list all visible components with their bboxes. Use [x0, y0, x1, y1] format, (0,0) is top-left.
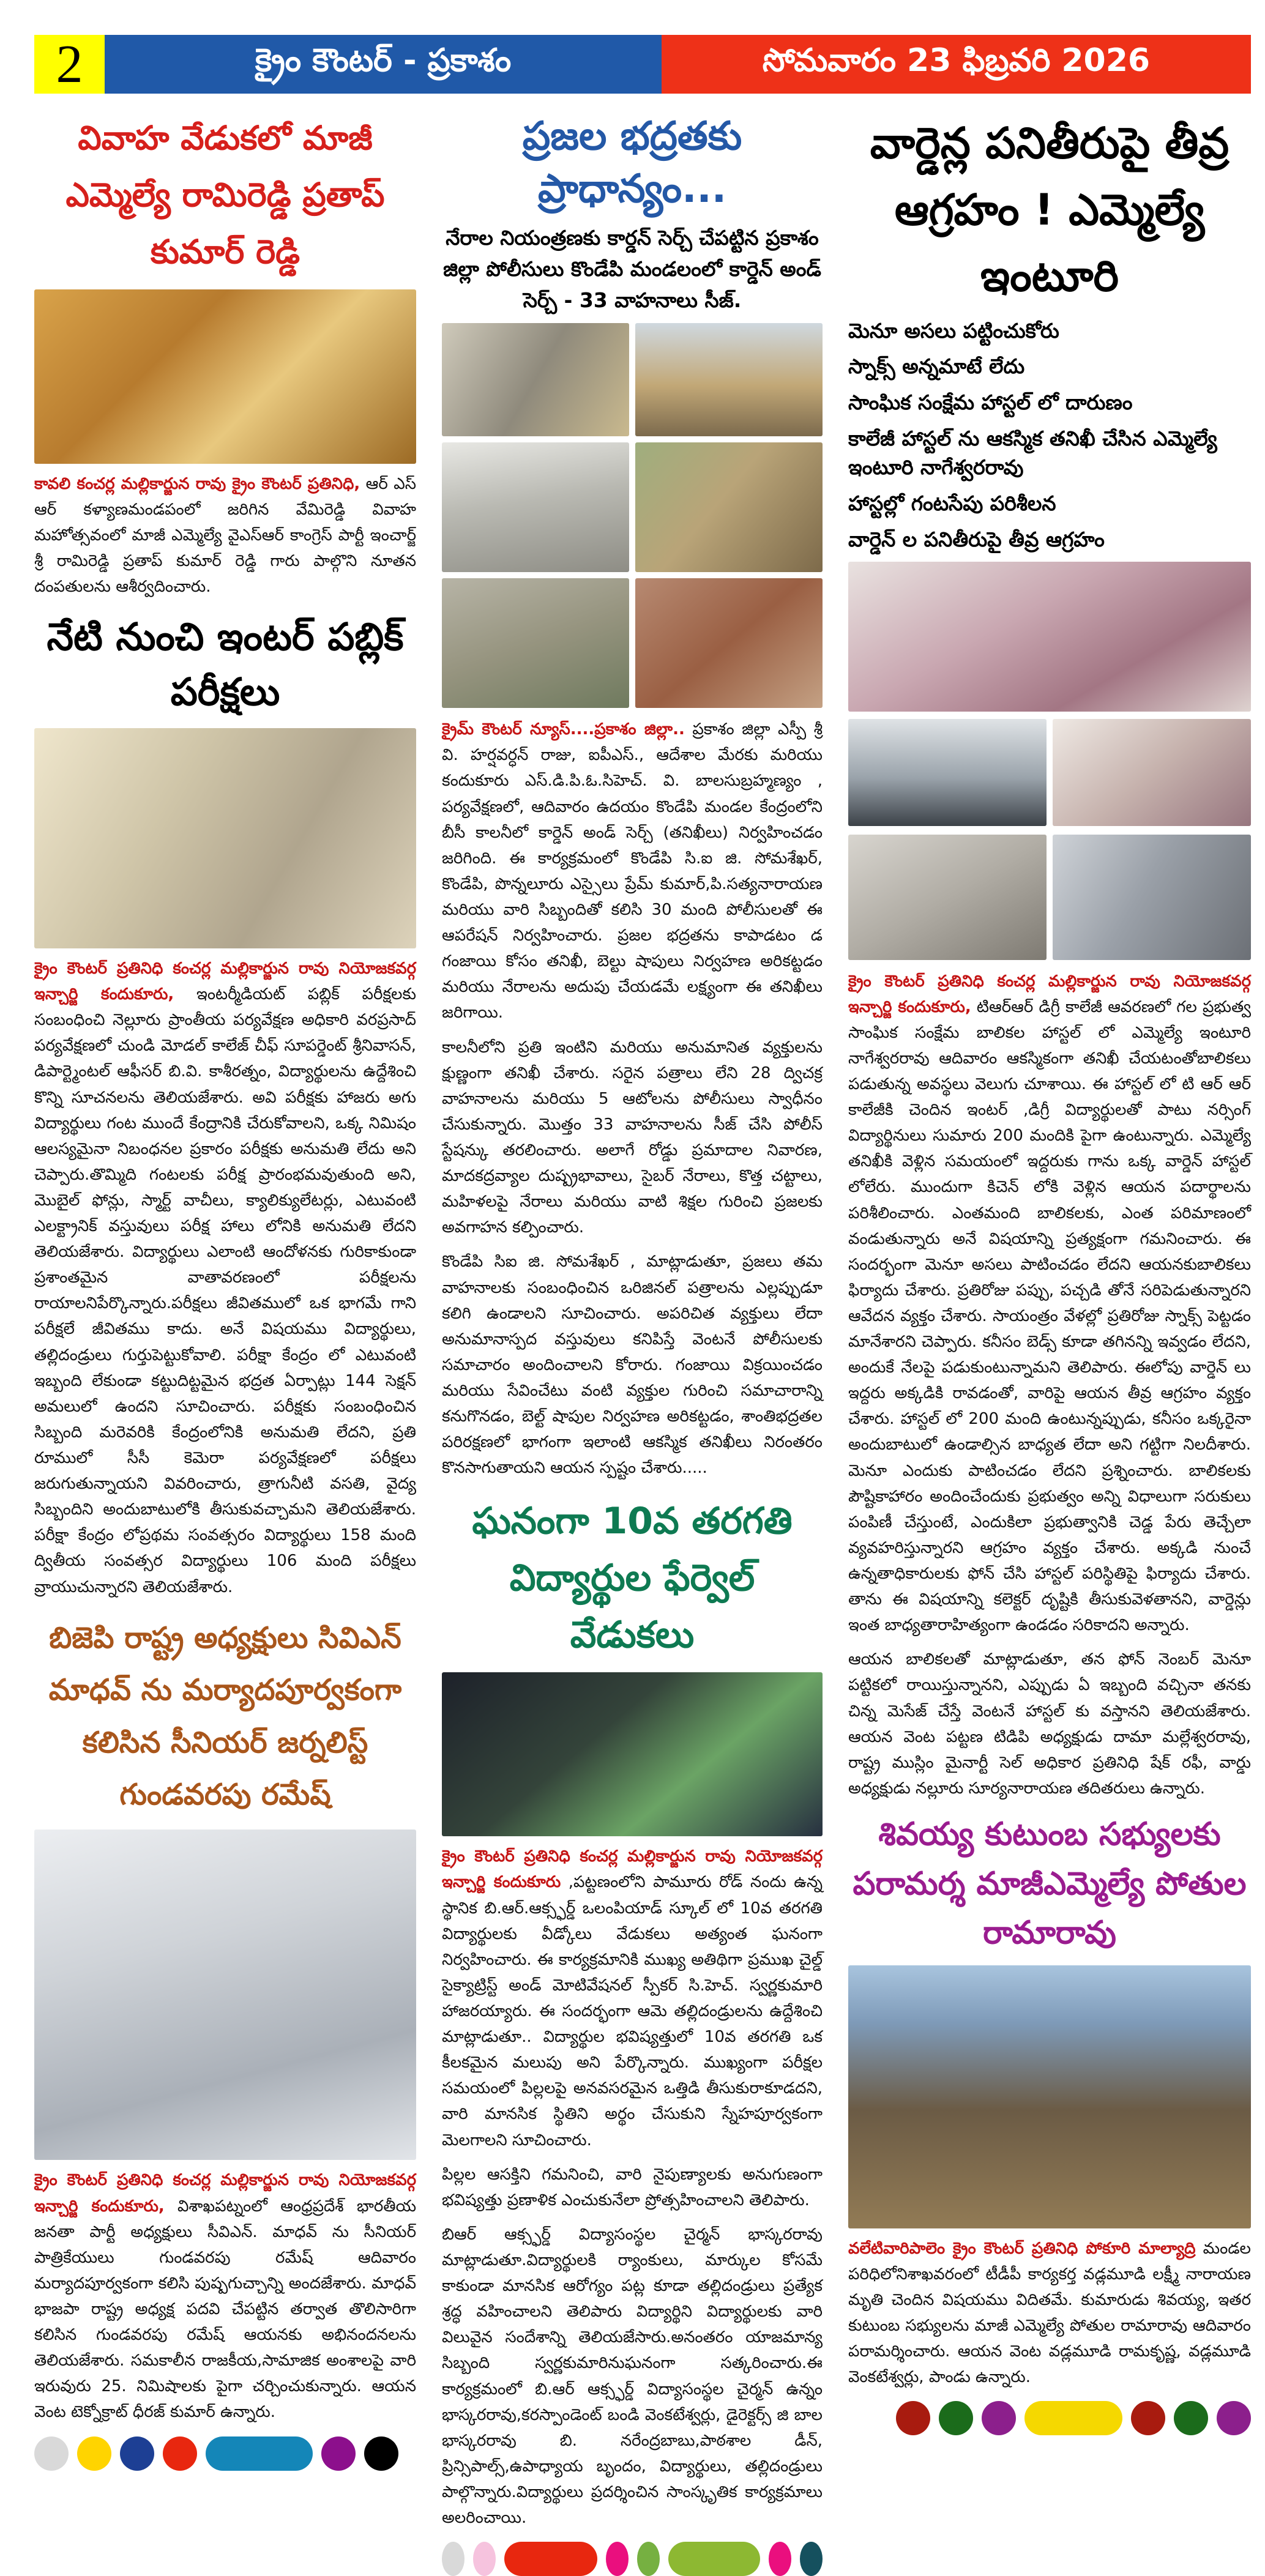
- decorative-pill: [504, 2542, 597, 2576]
- column-2: [442, 110, 823, 2576]
- photo-mla-kitchen-review: [1053, 835, 1251, 960]
- dateline: కావలి కంచర్ల మల్లికార్జున రావు క్రైం కౌంటర్ ప్రతినిధి,: [34, 474, 360, 493]
- headline-condolence-visit: శివయ్య కుటుంబ సభ్యులకు పరామర్శ మాజీఎమ్మెల్యే పోతుల రామారావు: [853, 1816, 1247, 1952]
- photo-colony-street-search: [442, 442, 629, 572]
- decorative-dot: [364, 2436, 398, 2471]
- article-bjp-meet-body: [34, 2167, 416, 2425]
- decorative-dot: [77, 2436, 111, 2471]
- decorative-dot: [606, 2542, 629, 2576]
- decorative-dot: [1131, 2401, 1165, 2435]
- masthead-title: క్రైం కౌంటర్ - ప్రకాశం: [105, 35, 662, 94]
- decorative-dot: [896, 2401, 930, 2435]
- photo-police-lineup-vehicles: [635, 323, 823, 436]
- headline-farewell: ఘనంగా 10వ తరగతి విద్యార్థుల ఫేర్వెల్ వేడుకలు: [472, 1500, 793, 1657]
- photo-mla-addressing-girls: [848, 835, 1047, 960]
- dateline: క్రైం కౌంటర్ ప్రతినిధి కంచర్ల మల్లికార్జున రావు నియోజకవర్గ ఇన్చార్జి కందుకూరు,: [848, 972, 1251, 1016]
- article-wedding-body: [34, 471, 416, 600]
- decorative-shapes-row: [848, 2401, 1251, 2435]
- decorative-shapes-row: [34, 2436, 416, 2471]
- decorative-dot: [442, 2542, 465, 2576]
- article-inter-exams-body: [34, 956, 416, 1600]
- photo-row-hostel: [848, 719, 1251, 826]
- decorative-dot: [34, 2436, 69, 2471]
- decorative-dot: [982, 2401, 1016, 2435]
- article-text: ప్రకాశం జిల్లా ఎస్పీ శ్రీ వి. హర్షవర్ధన్ రాజు, ఐపీఎస్., ఆదేశాల మేరకు మరియు కందుకూరు ఎస్.డి.పి.ఓ.సిహెచ్. వి. బాలసుబ్రహ్మణ్యం , పర్యవేక్షణలో, ఆదివారం ఉదయం కొండేపి మండల కేంద్రంలోని బీసీ కాలనీలో కార్డెన్ అండ్ సెర్చ్ (తనిఖీలు) నిర్వహించడం జరిగింది. ఈ కార్యక్రమంలో కొండేపి సి.ఐ జి. సోమశేఖర్, కొండేపి, పొన్నలూరు ఎస్సైలు ప్రేమ్ కుమార్,పి.సత్యనారాయణ మరియు వారి సిబ్బందితో కలిసి 30 మంది పోలీసులతో ఈ ఆపరేషన్ నిర్వహించారు. ప్రజల భద్రతను కాపాడటం డ గంజాయి కోసం తనిఖీ, బెల్టు షాపులు నిర్వహణ అరికట్టడం మరియు నేరాలను అదుపు చేయడమే లక్ష్యంగా ఈ తనిఖీలు జరిగాయి.: [442, 720, 823, 1022]
- article-text: ,పట్టణంలోని పామూరు రోడ్ నందు ఉన్న స్థానిక బి.ఆర్.ఆక్స్ఫర్డ్ ఒలంపియాడ్ స్కూల్ లో 10వ తరగతి విద్యార్థులకు వీడ్కోలు వేడుకలు అత్యంత ఘనంగా నిర్వహించారు. ఈ కార్యక్రమానికి ముఖ్య అతిథిగా ప్రముఖ చైల్డ్ సైక్యాట్రిస్ట్ అండ్ మోటివేషనల్ స్పీకర్ సి.హెచ్. స్వర్ణకుమారి హాజరయ్యారు. ఈ సందర్భంగా ఆమె తల్లిదండ్రులను ఉద్దేశించి మాట్లాడుతూ.. విద్యార్థుల భవిష్యత్తులో 10వ తరగతి ఒక కీలకమైన మలుపు అని పేర్కొన్నారు. ముఖ్యంగా పరీక్షల సమయంలో పిల్లలపై అనవసరమైన ఒత్తిడి తీసుకురాకూడదని, వారి మానసిక స్థితిని అర్థం చేసుకుని స్నేహపూర్వకంగా మెలగాలని సూచించారు.: [442, 1873, 823, 2150]
- bullet-item: స్నాక్స్ అన్నమాటే లేదు: [848, 354, 1025, 379]
- dateline: క్రైం కౌంటర్ ప్రతినిధి కంచర్ల మల్లికార్జున రావు నియోజకవర్గ ఇన్చార్జి కందుకూరు,: [34, 959, 416, 1004]
- article-text: ఆర్ ఎస్ ఆర్ కళ్యాణమండపంలో జరిగిన వేమిరెడ్డి వివాహ మహోత్సవంలో మాజీ ఎమ్మెల్యే వైఎస్ఆర్ కాంగ్రెస్ పార్టీ ఇంచార్జ్ శ్రీ రామిరెడ్డి ప్రతాప్ కుమార్ రెడ్డి గారు పాల్గొని నూతన దంపతులను ఆశీర్వదించారు.: [34, 474, 417, 597]
- decorative-dot: [800, 2542, 823, 2576]
- page-header: [34, 35, 1251, 94]
- decorative-dot: [163, 2436, 197, 2471]
- dateline: వలేటివారిపాలెం క్రైం కౌంటర్ ప్రతినిధి పోకూరి మాల్యాద్రి: [848, 2239, 1196, 2258]
- decorative-pill: [668, 2542, 760, 2576]
- photo-journalist-greeting-bjp-president: [34, 1830, 416, 2160]
- article-warden-p1: [848, 969, 1251, 1639]
- page-columns: [34, 110, 1251, 2576]
- article-text: ఇంటర్మీడియట్ పబ్లిక్ పరీక్షలకు సంబంధించి నెల్లూరు ప్రాంతీయ పర్యవేక్షణ అధికారి వరప్రసాద్ పర్యవేక్షణలో చుండి మోడల్ కాలేజ్ చీఫ్ సూపర్డెంట్ శ్రీనివాసన్, డిపార్ట్మెంటల్ ఆఫీసర్ బి.వి. కాశీరత్నం, విద్యార్థులను ఉద్దేశించి కొన్ని సూచనలను తెలియజేశారు. అవి పరీక్షకు హాజరు అగు విద్యార్థులు గంట ముందే కేంద్రానికి చేరుకోవాలని, ఒక్క నిమిషం ఆలస్యమైనా నిబంధనల ప్రకారం పరీక్షకు అనుమతి లేదు అని చెప్పారు.తొమ్మిది గంటలకు పరీక్ష ప్రారంభమవుతుంది అని, మొబైల్ ఫోన్లు, స్మార్ట్ వాచీలు, క్యాలిక్యులేటర్లు, ఎటువంటి ఎలక్ట్రానిక్ వస్తువులు పరీక్ష హాలు లోనికి అనుమతి లేదని తెలియజేశారు. విద్యార్థులు ఎలాంటి ఆందోళనకు గురికాకుండా ప్రశాంతమైన వాతావరణంలో పరీక్షలను రాయాలనిపేర్కొన్నారు.పరీక్షలు జీవితములో ఒక భాగమే గాని పరీక్షలే జీవితము కాదు. అనే విషయము విద్యార్థులు, తల్లిదండ్రులు గుర్తుపెట్టుకోవాలి. పరీక్షా కేంద్రం లో ఎటువంటి ఇబ్బంది లేకుండా కట్టుదిట్టమైన భద్రత ఏర్పాట్లు 144 సెక్షన్ అమలులో ఉందని సూచించారు. పరీక్షకు సంబంధించిన సిబ్బంది మరెవరికి కేంద్రంలోనికి అనుమతి లేదని, ప్రతి రూములో సీసీ కెమెరా పర్యవేక్షణలో పరీక్షలు జరుగుతున్నాయని వివరించారు, త్రాగునీటి వసతి, వైద్య సిబ్బందిని అందుబాటులోకి తీసుకువచ్చామని తెలియజేశారు. పరీక్షా కేంద్రం లోప్రథమ సంవత్సరం విద్యార్థులు 158 మంది ద్వితీయ సంవత్సర విద్యార్థులు 106 మంది పరీక్షలు వ్రాయుచున్నారని తెలియజేశారు.: [34, 985, 417, 1596]
- article-farewell-p2: పిల్లల ఆసక్తిని గమనించి, వారి నైపుణ్యాలకు అనుగుణంగా భవిష్యత్తు ప్రణాళిక ఎంచుకునేలా ప్రోత్సహించాలని తెలిపారు.: [442, 2165, 823, 2209]
- headline-warden-anger: వార్డెన్ల పనితీరుపై తీవ్ర ఆగ్రహం ! ఎమ్మెల్యే ఇంటూరి: [870, 118, 1230, 301]
- photo-row-hostel-2: [848, 835, 1251, 960]
- article-cordon-search-p3: కొండేపి సిఐ జి. సోమశేఖర్ , మాట్లాడుతూ, ప్రజలు తమ వాహనాలకు సంబంధించిన ఒరిజినల్ పత్రాలను ఎల్లప్పుడూ కలిగి ఉండాలని సూచించారు. అపరిచిత వ్యక్తులు లేదా అనుమానాస్పద వస్తువులు కనిపిస్తే వెంటనే పోలీసులకు సమాచారం అందించాలని కోరారు. గంజాయి విక్రయించడం మరియు సేవించేటు వంటి వ్యక్తుల గురించి సమాచారాన్ని కనుగొనడం, బెల్ట్ షాపుల నిర్వహణ అరికట్టడం, శాంతిభద్రతల పరిరక్షణలో భాగంగా ఇలాంటి ఆకస్మిక తనిఖీలు నిరంతరం కొనసాగుతాయని ఆయన స్పష్టం చేశారు.....: [442, 1253, 823, 1478]
- photo-mla-talking-students: [1053, 719, 1251, 826]
- article-warden-p2: ఆయన బాలికలతో మాట్లాడుతూ, తన ఫోన్ నెంబర్ మెనూ పట్టికలో రాయిస్తున్నానని, ఎప్పుడు ఏ ఇబ్బంది వచ్చినా తనకు చిన్న మెసేజ్ చేస్తే వెంటనే హాస్టల్ కు వస్తానని తెలియజేశారు. ఆయన వెంట పట్టణ టిడిపి అధ్యక్షుడు దామా మల్లేశ్వరరావు, రాష్ట్ర ముస్లిం మైనార్టీ సెల్ అధికార ప్రతినిధి షేక్ రఫీ, వార్డు అధ్యక్షుడు నల్లూరు సూర్యనారాయణ తదితరులు ఉన్నారు.: [848, 1650, 1251, 1798]
- bullet-item: మెనూ అసలు పట్టించుకోరు: [848, 318, 1059, 343]
- headline-bullet-points: [848, 317, 1251, 554]
- photo-mla-hostel-inspection-girls: [848, 562, 1251, 712]
- decorative-dot: [939, 2401, 973, 2435]
- photo-farewell-function: [442, 1672, 823, 1836]
- bullet-item: సాంఘిక సంక్షేమ హాస్టల్ లో దారుణం: [848, 390, 1133, 415]
- article-farewell-p3: బిఆర్ ఆక్స్ఫర్డ్ విద్యాసంస్థల చైర్మన్ భాస్కరరావు మాట్లాడుతూ.విద్యార్థులకి ర్యాంకులు, మార్కుల కోసమే కాకుండా మానసిక ఆరోగ్యం పట్ల కూడా తల్లిదండ్రులు ప్రత్యేక శ్రద్ధ వహించాలని తెలిపారు విద్యార్థిని విద్యార్థులకు వారి విలువైన సందేశాన్ని తెలియజేసారు.అనంతరం యాజమాన్య సిబ్బంది స్వర్ణకుమారినుఘనంగా సత్కరించారు.ఈ కార్యక్రమంలో బి.ఆర్ ఆక్స్ఫర్డ్ విద్యాసంస్థల చైర్మన్ ఉన్నం భాస్కరరావు,కరస్పాండెంట్ బండి వెంకటేశ్వర్లు, డైరెక్టర్స్ జి బాల భాస్కరరావు బి. నరేంద్రబాబు,పాఠశాల డీన్, ప్రిన్సిపాల్స్,ఉపాధ్యాయ బృందం, విద్యార్థులు, తల్లిదండ్రులు పాల్గొన్నారు.విద్యార్థులు ప్రదర్శించిన సాంస్కృతిక కార్యక్రమాలు అలరించాయి.: [442, 2225, 823, 2528]
- article-text: మండల పరిధిలోనిశాఖవరంలో టీడీపీ కార్యకర్త వడ్లమూడి లక్ష్మీ నారాయణ మృతి చెందిన విషయము విదితమే. కుమారుడు శివయ్య, ఇతర కుటుంబ సభ్యులను మాజీ ఎమ్మెల్యే పోతుల రామారావు ఆదివారం పరామర్శించారు. ఆయన వెంట వడ్లమూడి రామకృష్ణ, వడ్లమూడి వెంకటేశ్వర్లు, పాండు ఉన్నారు.: [848, 2239, 1251, 2387]
- column-1: [34, 110, 416, 2576]
- edition-date: సోమవారం 23 ఫిబ్రవరి 2026: [662, 35, 1251, 94]
- photo-hostel-corridor: [848, 719, 1047, 826]
- article-condolence-body: [848, 2236, 1251, 2391]
- photo-officers-brick-pile: [635, 578, 823, 708]
- photo-wedding-ceremony: [34, 289, 416, 464]
- column-3: [848, 110, 1251, 2576]
- dateline: క్రైం కౌంటర్ ప్రతినిధి కంచర్ల మల్లికార్జున రావు నియోజకవర్గ ఇన్చార్జి కందుకూరు: [442, 1847, 823, 1892]
- headline-inter-exams: నేటి నుంచి ఇంటర్ పబ్లిక్ పరీక్షలు: [47, 614, 404, 715]
- article-text: టిఆర్ఆర్ డిగ్రీ కాలేజీ ఆవరణలో గల ప్రభుత్వ సాంఘిక సంక్షేమ బాలికల హాస్టల్ లో ఎమ్మెల్యే ఇంటూరి నాగేశ్వరరావు ఆదివారం ఆకస్మికంగా తనిఖీ చేయటంతోబాలికలు పడుతున్న అవస్థలు వెలుగు చూశాయి. ఈ హాస్టల్ లో టి ఆర్ ఆర్ కాలేజీకి చెందిన ఇంటర్ ,డిగ్రీ విద్యార్థులతో పాటు నర్సింగ్ విద్యార్థినులు సుమారు 200 మందికి పైగా ఉంటున్నారు. ఎమ్మెల్యే తనిఖీకి వెళ్లిన సమయంలో ఇద్దరుకు గాను ఒక్క వార్డెన్ హాస్టల్ లోలేరు. ముందుగా కిచెన్ లోకి వెళ్లిన ఆయన పదార్థాలను పరిశీలించారు. ఎంతమంది బాలికలకు, ఎంత పరిమాణంలో వండుతున్నారు అనే విషయాన్ని ప్రత్యక్షంగా గమనించారు. ఈ సందర్భంగా మెనూ అసలు పాటించడం లేదని ఆయనకుబాలికలు ఫిర్యాదు చేశారు. ప్రతిరోజు పప్పు, పచ్చడి తోనే సరిపెడుతున్నారని ఆవేదన వ్యక్తం చేశారు. సాయంత్రం వేళల్లో ప్రతిరోజు స్నాక్స్ పెట్టడం మానేశారని చెప్పారు. కనీసం బెడ్స్ కూడా తగినన్ని ఇవ్వడం లేదని, అందుకే నేలపై పడుకుంటున్నామని తెలిపారు. ఈలోపు వార్డెన్ లు ఇద్దరు అక్కడికి రావడంతో, వారిపై ఆయన తీవ్ర ఆగ్రహం వ్యక్తం చేశారు. హాస్టల్ లో 200 మంది ఉంటున్నప్పుడు, కనీసం ఒక్కరైనా అందుబాటులో ఉండాల్సిన బాధ్యత లేదా అని గట్టిగా నిలదీశారు. మెనూ ఎందుకు పాటించడం లేదని ప్రశ్నించారు. బాలికలకు పౌష్టికాహారం అందించేందుకు ప్రభుత్వం అన్ని విధాలుగా సరుకులు పంపిణీ చేస్తుంటే, ఎందుకిలా ప్రభుత్వానికి చెడ్డ పేరు తెచ్చేలా వ్యవహరిస్తున్నారని ఆగ్రహం వ్యక్తం చేశారు. అక్కడి నుంచే ఉన్నతాధికారులకు ఫోన్ చేసి హాస్టల్ పరిస్థితిపై ఫిర్యాదు చేశారు. తాను ఈ విషయాన్ని కలెక్టర్ దృష్టికి తీసుకువెళతానని, వార్డెన్లు ఇంత బాధ్యతారాహిత్యంగా ఉండడం సరికాదని అన్నారు.: [848, 997, 1251, 1635]
- dateline: క్రైం కౌంటర్ ప్రతినిధి కంచర్ల మల్లికార్జున రావు నియోజకవర్గ ఇన్చార్జి కందుకూరు,: [34, 2171, 416, 2216]
- page-number: 2: [34, 35, 105, 94]
- article-cordon-search-p2: కాలనీలోని ప్రతి ఇంటిని మరియు అనుమానిత వ్యక్తులను క్షుణ్ణంగా తనిఖీ చేశారు. సరైన పత్రాలు లేని 28 ద్విచక్ర వాహనాలను మరియు 5 ఆటోలను పోలీసులు స్వాధీనం చేసుకున్నారు. మొత్తం 33 వాహనాలను సీజ్ చేసి పోలీస్ స్టేషన్కు తరలించారు. అలాగే రోడ్డు ప్రమాదాల నివారణ, మాదకద్రవ్యాల దుష్ప్రభావాలు, సైబర్ నేరాలు, కొత్త చట్టాలు, మహిళలపై నేరాలు మరియు వాటి శిక్షల గురించి ప్రజలకు అవగాహన కల్పించారు.: [442, 1038, 823, 1237]
- headline-wedding: వివాహ వేడుకలో మాజీ ఎమ్మెల్యే రామిరెడ్డి ప్రతాప్ కుమార్ రెడ్డి: [65, 119, 385, 271]
- photo-officers-vacant-lot: [442, 578, 629, 708]
- decorative-dot: [473, 2542, 496, 2576]
- decorative-shapes-row: [442, 2542, 823, 2576]
- photo-condolence-gathering: [848, 1965, 1251, 2228]
- article-farewell-p1: [442, 1844, 823, 2153]
- photo-grid-cordon-search: [442, 323, 823, 708]
- photo-police-checking-motorbike: [442, 323, 629, 436]
- article-cordon-search-p1: [442, 717, 823, 1026]
- decorative-dot: [637, 2542, 660, 2576]
- bullet-item: హాస్టల్లో గంటసేపు పరిశీలన: [848, 491, 1056, 515]
- decorative-dot: [120, 2436, 154, 2471]
- article-text: విశాఖపట్నంలో ఆంధ్రప్రదేశ్ భారతీయ జనతా పార్టీ అధ్యక్షులు సీవిఎన్. మాధవ్ ను సీనియర్ పాత్రికేయులు గుండవరపు రమేష్ ఆదివారం మర్యాదపూర్వకంగా కలిసి పుష్పగుచ్చాన్ని అందజేశారు. మాధవ్ భాజపా రాష్ట్ర అధ్యక్ష పదవి చేపట్టిన తర్వాత తొలిసారిగా కలిసిన గుండవరపు రమేష్ ఆయనకు అభినందనలను తెలియజేశారు. సమకాలీన రాజకీయ,సామాజిక అంశాలపై వారి ఇరువురు 25. నిమిషాలకు పైగా చర్చించుకున్నారు. ఆయన వెంట టెక్నోక్రాట్ ధీరజ్ కుమార్ ఉన్నారు.: [34, 2197, 417, 2422]
- dateline: క్రైమ్ కౌంటర్ న్యూస్....ప్రకాశం జిల్లా..: [442, 720, 685, 739]
- decorative-pill: [1024, 2401, 1122, 2435]
- decorative-pill: [206, 2436, 313, 2471]
- headline-bjp-meet: బిజెపి రాష్ట్ర అధ్యక్షులు సివిఎన్ మాధవ్ ను మర్యాదపూర్వకంగా కలిసిన సీనియర్ జర్నలిస్ట్ గుండవరపు రమేష్: [48, 1620, 402, 1812]
- decorative-dot: [1217, 2401, 1251, 2435]
- bullet-item: వార్డెన్ ల పనితీరుపై తీవ్ర ఆగ్రహం: [848, 527, 1105, 551]
- decorative-dot: [1174, 2401, 1208, 2435]
- subhead-cordon-search: నేరాల నియంత్రణకు కార్డన్ సెర్చ్ చేపట్టిన ప్రకాశం జిల్లా పోలీసులు కొండేపి మండలంలో కార్డెన్ అండ్ సెర్చ్ - 33 వాహనాలు సీజ్.: [443, 225, 821, 313]
- photo-exam-officials-meeting: [34, 728, 416, 948]
- decorative-dot: [321, 2436, 356, 2471]
- decorative-dot: [769, 2542, 791, 2576]
- photo-officer-inspecting-shed: [635, 442, 823, 572]
- bullet-item: కాలేజీ హాస్టల్ ను ఆకస్మిక తనిఖీ చేసిన ఎమ్మెల్యే ఇంటూరి నాగేశ్వరరావు: [848, 426, 1217, 479]
- headline-public-safety: ప్రజల భద్రతకు ప్రాధాన్యం...: [522, 114, 742, 212]
